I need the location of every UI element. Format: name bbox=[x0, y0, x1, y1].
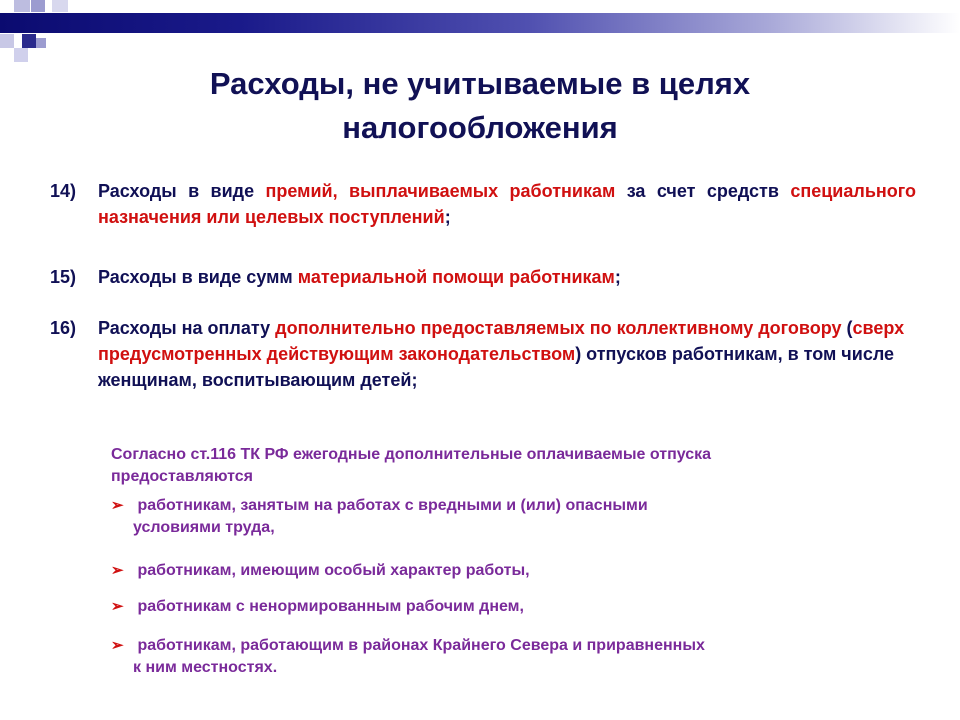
list-item-14 bbox=[50, 178, 916, 230]
decor-square bbox=[52, 0, 68, 12]
slide-title-line1: Расходы, не учитываемые в целях bbox=[209, 66, 751, 101]
item-text bbox=[98, 264, 916, 290]
slide-title-line2: налогообложения bbox=[342, 110, 618, 145]
arrow-bullet-icon: ➢ bbox=[111, 562, 124, 579]
note-paragraph bbox=[111, 444, 911, 488]
item-highlight: сверх предусмотренных действующим законодательством bbox=[98, 318, 905, 364]
bullet-item bbox=[111, 596, 911, 618]
decor-square bbox=[14, 48, 28, 62]
decor-square bbox=[22, 34, 36, 48]
note-line: предоставляются bbox=[111, 468, 253, 485]
bullet-item bbox=[111, 635, 911, 679]
item-text-part: ; bbox=[444, 207, 451, 227]
bullet-item bbox=[111, 495, 911, 539]
bullet-text: работникам, занятым на работах с вредными и (или) опасными bbox=[133, 497, 648, 514]
item-text-part: ( bbox=[841, 318, 853, 338]
slide-title bbox=[60, 62, 900, 150]
note-line: Согласно ст.116 ТК РФ ежегодные дополнительные оплачиваемые отпуска bbox=[111, 446, 712, 463]
header-gradient-bar bbox=[0, 13, 960, 33]
item-text bbox=[98, 315, 916, 393]
item-text bbox=[98, 178, 916, 230]
item-text-part: Расходы в виде bbox=[98, 181, 266, 201]
bullet-item bbox=[111, 560, 911, 582]
list-item-16 bbox=[50, 315, 916, 393]
item-text-part: ) отпусков работникам, в том числе женщинам, воспитывающим детей; bbox=[98, 344, 895, 390]
arrow-bullet-icon: ➢ bbox=[111, 497, 124, 514]
item-highlight: специального назначения или целевых поступлений bbox=[98, 181, 917, 227]
item-number: 15) bbox=[50, 267, 77, 287]
item-number: 16) bbox=[50, 318, 77, 338]
item-text-part: за счет средств bbox=[615, 181, 791, 201]
bullet-text: работникам, имеющим особый характер работы, bbox=[133, 562, 530, 579]
item-highlight: дополнительно предоставляемых по коллективному договору bbox=[275, 318, 842, 338]
item-text-part: ; bbox=[614, 267, 621, 287]
decor-square bbox=[14, 0, 30, 12]
arrow-bullet-icon: ➢ bbox=[111, 637, 124, 654]
bullet-text-cont: условиями труда, bbox=[133, 519, 275, 536]
decor-square bbox=[36, 38, 46, 48]
bullet-text: работникам с ненормированным рабочим днем, bbox=[133, 598, 524, 615]
item-text-part: Расходы на оплату bbox=[98, 318, 276, 338]
item-text-part: Расходы в виде сумм bbox=[98, 267, 298, 287]
bullet-text: работникам, работающим в районах Крайнего Севера и приравненных bbox=[133, 637, 705, 654]
arrow-bullet-icon: ➢ bbox=[111, 598, 124, 615]
decor-square bbox=[31, 0, 45, 12]
decor-square bbox=[0, 34, 14, 48]
item-highlight: материальной помощи работникам bbox=[297, 267, 615, 287]
item-number: 14) bbox=[50, 181, 77, 201]
item-highlight: премий, выплачиваемых работникам bbox=[265, 181, 616, 201]
list-item-15 bbox=[50, 264, 916, 290]
bullet-text-cont: к ним местностях. bbox=[133, 659, 278, 676]
